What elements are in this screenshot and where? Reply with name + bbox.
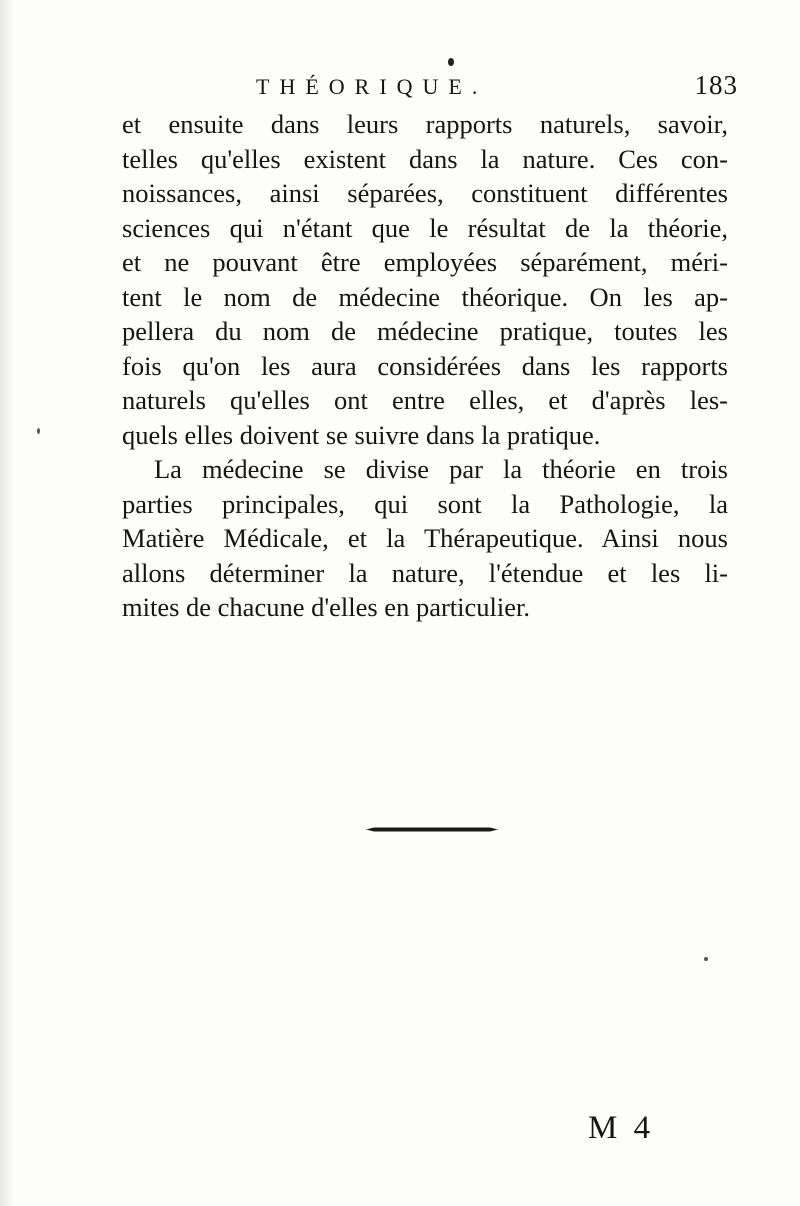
ink-speck (704, 957, 708, 961)
divider-rule-icon (366, 826, 498, 833)
binding-shadow (0, 0, 14, 1206)
text-line: fois qu'on les aura considérées dans les rapports (122, 350, 728, 381)
text-line: parties principales, qui sont la Pathologie, la (122, 488, 728, 519)
page-header (118, 70, 738, 106)
text-line: sciences qui n'étant que le résultat de la théorie, (122, 212, 728, 243)
ink-speck (37, 428, 40, 434)
text-line: telles qu'elles existent dans la nature. Ces con- (122, 143, 728, 174)
text-line: mites de chacune d'elles en particulier. (122, 592, 530, 622)
signature-mark: M 4 (588, 1110, 655, 1146)
text-line: naturels qu'elles ont entre elles, et d'après les- (122, 385, 728, 415)
section-divider (366, 826, 498, 833)
text-line: et ne pouvant être employées séparément, méri- (122, 247, 728, 277)
text-line: La médecine se divise par la théorie en trois (154, 454, 728, 484)
text-line: allons déterminer la nature, l'étendue et les li- (122, 557, 728, 588)
text-line: pellera du nom de médecine pratique, toutes les (122, 316, 728, 346)
text-line: tent le nom de médecine théorique. On les ap- (122, 281, 728, 312)
page-number: 183 (694, 70, 738, 100)
text-line: Matière Médicale, et la Thérapeutique. Ainsi nous (122, 523, 728, 553)
bleed-through-text (118, 590, 728, 1110)
ink-dot (448, 58, 454, 66)
text-line: noissances, ainsi séparées, constituent différentes (122, 178, 728, 208)
running-title: THÉORIQUE. (256, 74, 488, 99)
body-text (122, 107, 728, 625)
text-line: et ensuite dans leurs rapports naturels, savoir, (122, 109, 728, 139)
text-line: quels elles doivent se suivre dans la pratique. (122, 419, 601, 450)
